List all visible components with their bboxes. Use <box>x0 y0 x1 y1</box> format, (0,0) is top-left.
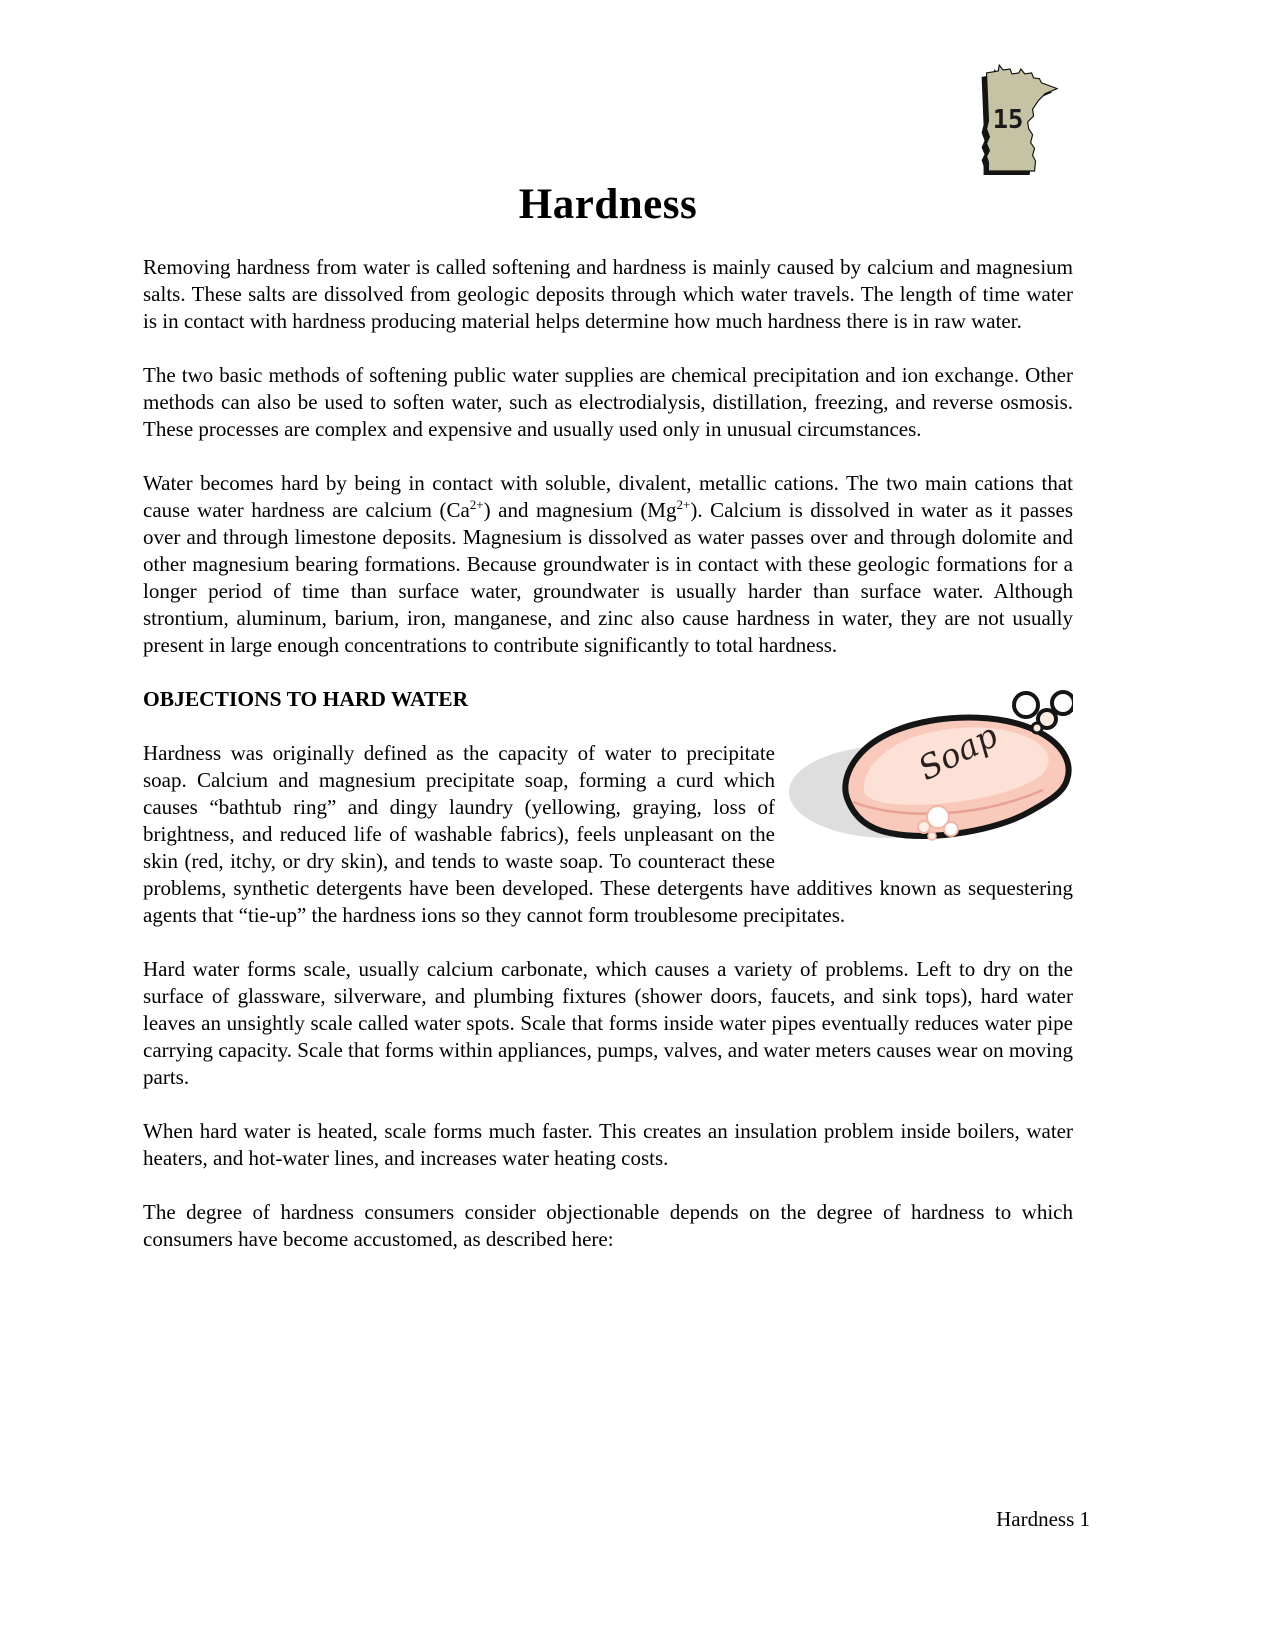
paragraph-water-cations-text-1: Water becomes hard by being in contact with soluble, divalent, metallic cations. The two main cations that cause water hardness are calcium (Ca <box>143 471 1073 522</box>
soap-bar-illustration <box>785 690 1073 851</box>
page-title: Hardness <box>518 181 698 228</box>
paragraph-softening-methods: The two basic methods of softening public water supplies are chemical precipitation and ion exchange. Other methods can also be used to soften water, such as electrodialysis, distillation, freezing, and reverse osmosis. These processes are complex and expensive and usually used only in unusual circumstances. <box>143 363 1073 441</box>
page-footer: Hardness 1 <box>996 1507 1090 1531</box>
section-heading-objections: OBJECTIONS TO HARD WATER <box>143 687 469 711</box>
paragraph-soap-precipitate: Hardness was originally defined as the capacity of water to precipitate soap. Calcium and magnesium precipitate soap, forming a curd which causes “bathtub ring” and dingy laundry (yellowing, graying, loss of brightness, and reduced life of washable fabrics), feels unpleasant on the skin (red, itchy, or dry skin), and tends to waste soap. To counteract these problems, synthetic detergents have been developed. These detergents have additives known as sequestering agents that “tie-up” the hardness ions so they cannot form troublesome precipitates. <box>143 741 1073 927</box>
paragraph-water-cations-text-2: ) and magnesium (Mg <box>483 498 677 522</box>
calcium-ion-superscript: 2+ <box>469 497 484 512</box>
paragraph-water-cations-text-3: ). Calcium is dissolved in water as it passes over and through limestone deposits. Magnesium is dissolved as water passes over and through dolomite and other magnesium bearing formations. Because groundwater is in contact with these geologic formations for a longer period of time than surface water, groundwater is usually harder than surface water. Although strontium, aluminum, barium, iron, manganese, and zinc also cause hardness in water, they are not usually present in large enough concentrations to contribute significantly to total hardness. <box>143 498 1074 657</box>
paragraph-softening-intro: Removing hardness from water is called softening and hardness is mainly caused by calcium and magnesium salts. These salts are dissolved from geologic deposits through which water travels. The length of time water is in contact with hardness producing material helps determine how much hardness there is in raw water. <box>143 255 1073 333</box>
document-body <box>143 0 1073 1253</box>
paragraph-scale-problems: Hard water forms scale, usually calcium carbonate, which causes a variety of problems. Left to dry on the surface of glassware, silverware, and plumbing fixtures (shower doors, faucets, and sink tops), hard water leaves an unsightly scale called water spots. Scale that forms inside water pipes eventually reduces water pipe carrying capacity. Scale that forms within appliances, pumps, valves, and water meters causes wear on moving parts. <box>143 957 1073 1089</box>
state-badge-number: 15 <box>992 104 1024 135</box>
soap-label-text: Soap <box>911 715 1004 789</box>
paragraph-heated-water: When hard water is heated, scale forms much faster. This creates an insulation problem inside boilers, water heaters, and hot-water lines, and increases water heating costs. <box>143 1119 1073 1170</box>
objections-section <box>143 686 1073 929</box>
magnesium-ion-superscript: 2+ <box>676 497 691 512</box>
paragraph-degree-of-hardness: The degree of hardness consumers consider objectionable depends on the degree of hardness to which consumers have become accustomed, as described here: <box>143 1200 1073 1251</box>
paragraph-water-cations <box>143 470 1073 659</box>
